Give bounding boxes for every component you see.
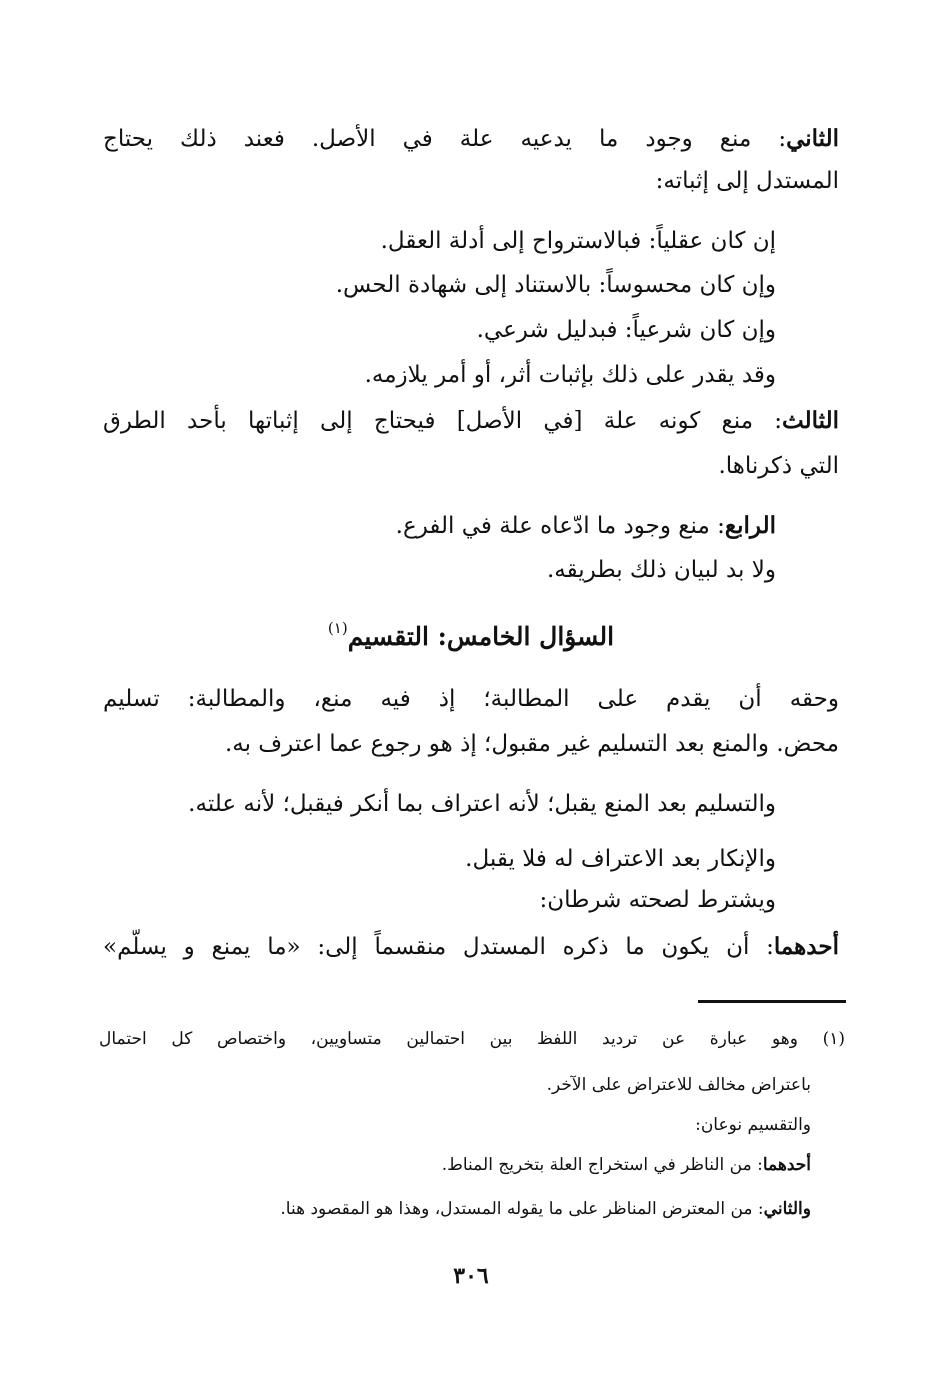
case-rational: إن كان عقلياً: فبالاسترواح إلى أدلة العقل.	[380, 228, 776, 254]
paragraph-third-line-2: التي ذكرناها.	[718, 453, 839, 479]
page-number: ٣٠٦	[453, 1263, 489, 1289]
paragraph-conditions: ويشترط لصحته شرطان:	[539, 887, 776, 913]
footnote-term-second: والثاني	[763, 1199, 811, 1219]
term-third: الثالث	[782, 407, 839, 434]
paragraph-second-line-1	[103, 121, 839, 157]
section-heading	[0, 608, 942, 657]
paragraph-acceptance: والتسليم بعد المنع يقبل؛ لأنه اعتراف بما أنكر فيقبل؛ لأنه علته.	[188, 791, 776, 817]
paragraph-second-line-2: المستدل إلى إثباته:	[655, 168, 839, 194]
footnote-line-4	[442, 1151, 811, 1179]
footnote-line-1	[99, 1025, 845, 1053]
case-ability: وقد يقدر على ذلك بإثبات أثر، أو أمر يلازمه.	[364, 362, 776, 388]
footnote-line-3: والتقسيم نوعان:	[695, 1115, 811, 1135]
footnote-reference: (١)	[327, 619, 348, 637]
case-sensory: وإن كان محسوساً: بالاستناد إلى شهادة الحس.	[335, 272, 776, 298]
paragraph-first-condition-text: : أن يكون ما ذكره المستدل منقسماً إلى: «ما يمنع و يسلّم»	[103, 934, 774, 960]
paragraph-third-text: : منع كونه علة [في الأصل] فيحتاج إلى إثباتها بأحد الطرق	[103, 408, 783, 434]
footnote-line-5-text: : من المعترض المناظر على ما يقوله المستدل، وهذا هو المقصود هنا.	[280, 1199, 764, 1219]
paragraph-order-line-1: وحقه أن يقدم على المطالبة؛ إذ فيه منع، والمطالبة: تسليم	[103, 686, 839, 712]
term-first: أحدهما	[773, 933, 839, 960]
paragraph-fourth-text: : منع وجود ما ادّعاه علة في الفرع.	[395, 513, 725, 539]
footnote-marker: (١)	[822, 1029, 845, 1049]
footnote-term-first: أحدهما	[762, 1155, 811, 1175]
paragraph-denial: والإنكار بعد الاعتراف له فلا يقبل.	[465, 846, 776, 872]
paragraph-fourth-line-1	[396, 508, 776, 544]
footnote-separator	[698, 1000, 846, 1003]
footnote-line-1-text: وهو عبارة عن ترديد اللفظ بين احتمالين متساويين، واختصاص كل احتمال	[99, 1029, 798, 1049]
paragraph-third-line-1	[103, 403, 839, 439]
paragraph-fourth-line-2: ولا بد لبيان ذلك بطريقه.	[546, 557, 776, 583]
term-fourth: الرابع	[724, 512, 776, 539]
footnote-line-2: باعتراض مخالف للاعتراض على الآخر.	[546, 1075, 811, 1095]
paragraph-order-line-2: محض. والمنع بعد التسليم غير مقبول؛ إذ هو رجوع عما اعترف به.	[224, 731, 839, 757]
footnote-line-4-text: : من الناظر في استخراج العلة بتخريج المناط.	[441, 1155, 763, 1175]
case-legal: وإن كان شرعياً: فبدليل شرعي.	[476, 317, 776, 343]
footnote-line-5	[280, 1195, 811, 1223]
paragraph-first-condition	[103, 929, 839, 965]
section-heading-text: السؤال الخامس: التقسيم	[347, 622, 615, 651]
term-second: الثاني	[786, 125, 839, 152]
paragraph-second-text: : منع وجود ما يدعيه علة في الأصل. فعند ذلك يحتاج	[103, 126, 787, 152]
